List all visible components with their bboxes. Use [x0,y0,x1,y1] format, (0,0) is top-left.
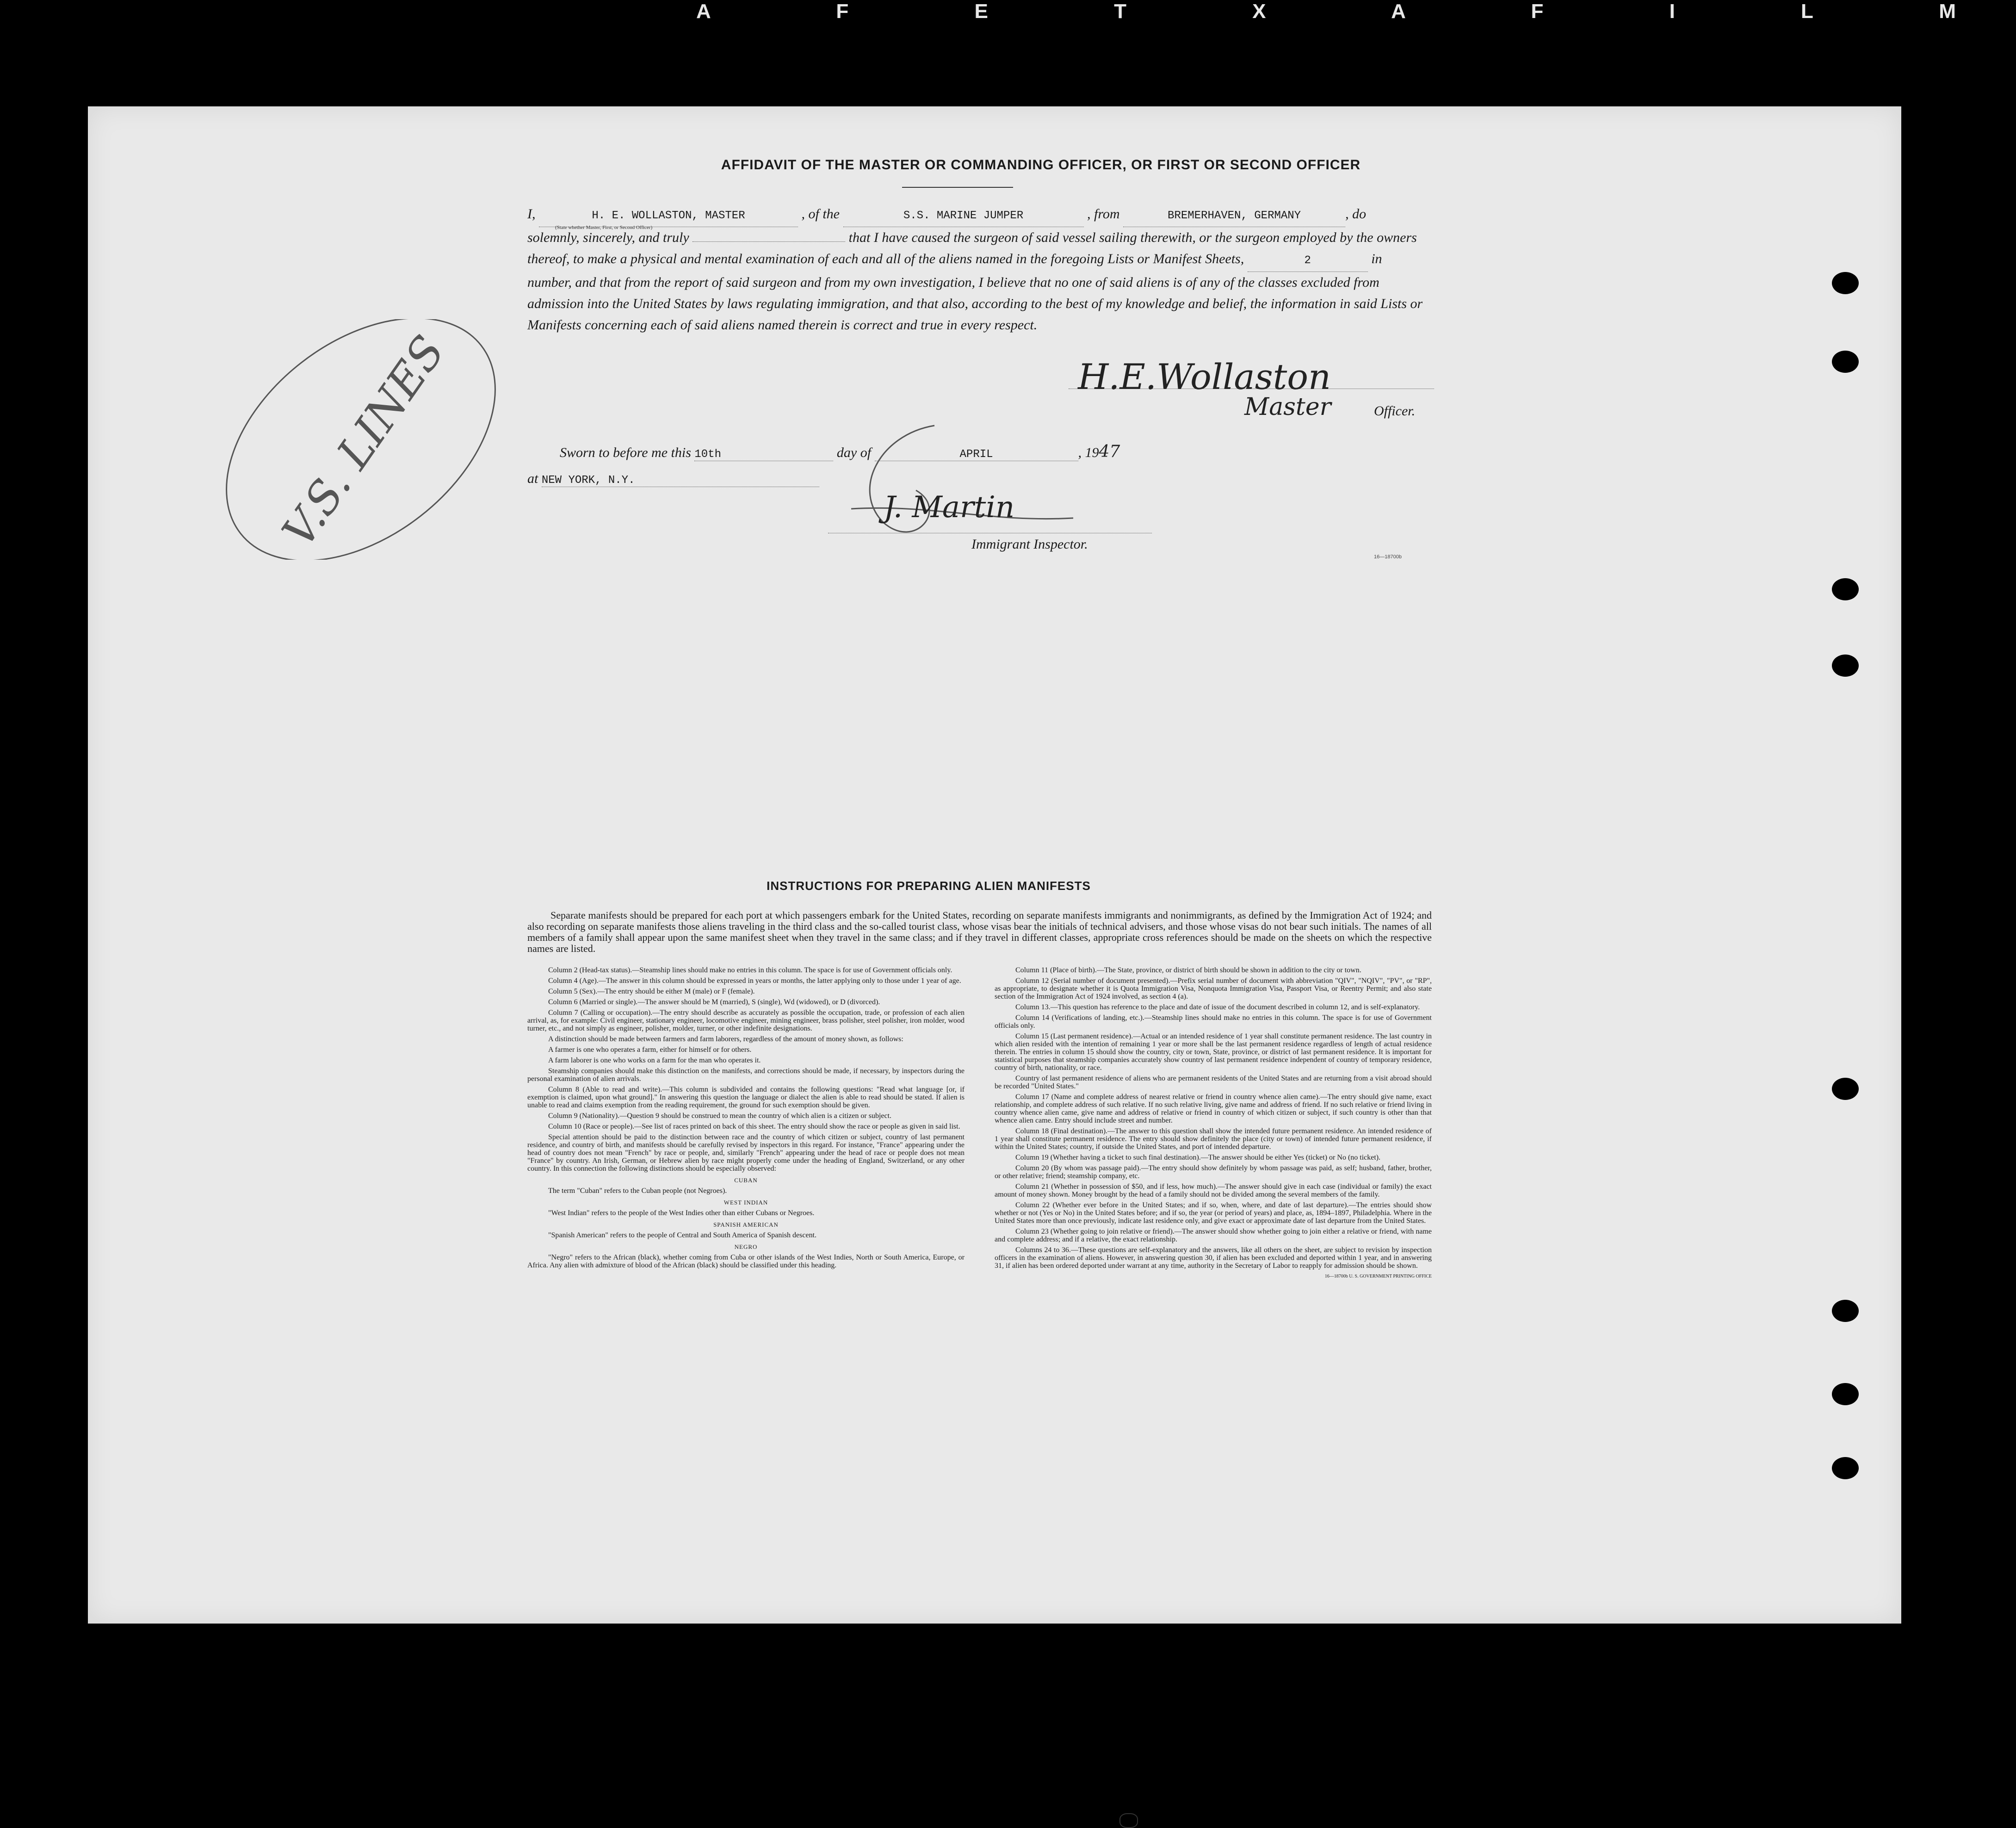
instructions-right-column [995,966,1432,1283]
instructions-intro: Separate manifests should be prepared for each port at which passengers embark for the United States, recording on separate manifests immigrants and nonimmigrants, as defined by the Immigration Act of 1924; and also recording on separate manifests those aliens traveling in the third class and the so-called tourist class, whose visas bear the initials of technical advisers, and those whose visas do not bear such initials. The names of all members of a family shall appear upon the same manifest sheet when they travel in the same class; and if they travel in different classes, appropriate cross references should be made on the sheets on which the respective names are listed. [527,909,1432,954]
instruction-paragraph: Column 13.—This question has reference to the place and date of issue of the document described in column 12, and is self-explanatory. [1015,1003,1420,1011]
i-label: I, [527,206,536,222]
sworn-label: Sworn to before me this [560,445,691,460]
do-label: , do [1345,206,1367,222]
instruction-paragraph: Country of last permanent residence of aliens who are permanent residents of the United States and are returning from a visit abroad should be recorded "United States." [995,1075,1432,1090]
instruction-paragraph: A farmer is one who operates a farm, either for himself or for others. [548,1046,752,1054]
gpo-imprint: 16—18700b U. S. GOVERNMENT PRINTING OFFICE [1324,1274,1432,1279]
affidavit-text-2: that I have caused the surgeon of said vessel sailing therewith, or the surgeon employed by the owners thereof, to make a physical and mental examination of each and all of the aliens named in the foregoing Lists or Manifest Sheets, [527,230,1417,266]
instruction-paragraph: Column 4 (Age).—The answer in this column should be expressed in years or months, the latter applying only to those under 1 year of age. [548,977,961,985]
instruction-paragraph: Columns 24 to 36.—These questions are self-explanatory and the answers, like all others on the sheet, are subject to revision by inspection officers in the examination of aliens. However, in answering question 30, if alien has been excluded and deported within 1 year, and in answering 31, if alien has been ordered deported under warrant at any time, authority in the Secretary of Labor to reapply for admission should be shown. [995,1246,1432,1270]
location-line [527,471,819,487]
instructions-columns [527,966,1432,1283]
day-of-label: day of [836,445,872,460]
instruction-paragraph: Column 5 (Sex).—The entry should be either M (male) or F (female). [548,988,755,995]
instruction-paragraph: Column 6 (Married or single).—The answer should be M (married), S (single), Wd (widowed), or D (divorced). [548,998,880,1006]
month-field: APRIL [875,448,1078,461]
of-the-label: , of the [801,206,840,222]
instruction-paragraph: Column 9 (Nationality).—Question 9 should be construed to mean the country of which alien is a citizen or subject. [548,1112,892,1120]
lines-stamp [204,319,518,560]
officer-name-field: H. E. WOLLASTON, MASTER [539,205,798,227]
instruction-paragraph: Column 19 (Whether having a ticket to such final destination).—The answer should be either Yes (ticket) or No (no ticket). [1015,1154,1381,1161]
instruction-paragraph: Column 11 (Place of birth).—The State, province, or district of birth should be shown in addition to the city or town. [1015,966,1361,974]
svg-text:V.S. LINES: V.S. LINES [272,326,455,556]
film-edge-marks: A F E T X A F I L M [696,0,2016,23]
punch-hole [1832,655,1859,677]
instruction-paragraph: Column 12 (Serial number of document presented).—Prefix serial number of document with abbreviation "QIV", "NQIV", "PV", or "RP", as appropriate, to designate whether it is Quota Immigration Visa, Nonquota Immigration Visa, Passport Visa, or Reentry Permit; and also state section of the Immigration Act of 1924 involved, as section 4 (a). [995,977,1432,1000]
blank-field [693,241,845,242]
year-field: 47 [1099,442,1120,461]
punch-hole [1832,578,1859,600]
spanish-american-text: "Spanish American" refers to the people of Central and South America of Spanish descent. [548,1231,817,1239]
instructions-title: INSTRUCTIONS FOR PREPARING ALIEN MANIFESTS [767,879,1091,893]
affidavit-title: AFFIDAVIT OF THE MASTER OR COMMANDING OFFICER, OR FIRST OR SECOND OFFICER [721,157,1361,173]
instruction-paragraph: Column 15 (Last permanent residence).—Actual or an intended residence of 1 year shall constitute permanent residence. The last country in which alien resided with the intention of remaining 1 year or more shall be the last permanent residence regardless of length of actual residence therein. The entries in column 15 should show the country, city or town, State, province, or district of last permanent residence. It is important for statistical purposes that steamship companies accurately show country of last permanent residence independent of country of temporary residence, country of birth, nationality, or race. [995,1032,1432,1072]
negro-text: "Negro" refers to the African (black), whether coming from Cuba or other islands of the West Indies, North or South America, Europe, or Africa. Any alien with admixture of blood of the African (black) should be classified under this heading. [527,1254,965,1269]
spanish-american-heading: SPANISH AMERICAN [713,1221,779,1228]
west-indian-heading: WEST INDIAN [724,1199,768,1206]
day-field: 10th [694,448,833,461]
location-field: NEW YORK, N.Y. [542,474,819,487]
title-divider [902,187,1013,188]
punch-hole [1832,1300,1859,1322]
inspector-signature: J. Martin [884,490,1015,525]
affidavit-text-3: in number, and that from the report of said surgeon and from my own investigation, I believe that no one of said aliens is of any of the classes excluded from admission into the United States by laws regulating immigration, and that also, according to the best of my knowledge and belief, the information in said Lists or Manifests concerning each of said aliens named therein is correct and true in every respect. [527,251,1423,333]
document-page [88,106,1901,1624]
instruction-paragraph: Column 21 (Whether in possession of $50, and if less, how much).—The answer should give in each case (individual or family) the exact amount of money shown. Money brought by the head of a family should not be divided among the several members of the family. [995,1183,1432,1198]
affidavit-body [527,204,1429,336]
affidavit-text-1: solemnly, sincerely, and truly [527,230,689,245]
instruction-paragraph: Column 10 (Race or people).—See list of races printed on back of this sheet. The entry should show the race or people as given in said list. [548,1123,960,1130]
cuban-text: The term "Cuban" refers to the Cuban people (not Negroes). [548,1187,727,1195]
master-signature: H.E.Wollaston [1078,356,1331,397]
from-label: , from [1087,206,1120,222]
ship-name-field: S.S. MARINE JUMPER [843,205,1084,227]
instruction-paragraph: Column 22 (Whether ever before in the United States; and if so, when, where, and date of last departure).—The entries should show whether or not (Yes or No) in the United States before; and if so, the year (or period of years) and place, as, 1894–1897, Philadelphia. Where in the United States more than once previously, indicate last residence only, and give exact or approximate date of last departure from the United States. [995,1201,1432,1225]
instruction-paragraph: Column 18 (Final destination).—The answer to this question shall show the intended future permanent residence. An intended residence of 1 year shall constitute permanent residence. The entry should show definitely the place (city or town) of intended future permanent residence, if within the United States; country, if outside the United States, and port of intended departure. [995,1127,1432,1151]
port-field: BREMERHAVEN, GERMANY [1123,205,1345,227]
inspector-label: Immigrant Inspector. [971,537,1088,552]
instruction-paragraph: Column 8 (Able to read and write).—This column is subdivided and contains the following questions: "Read what language [or, if exemption is claimed, upon what ground]." In answering this question the language or dialect the alien is able to read should be stated. If alien is unable to read and claims exemption from the reading requirement, the ground for such exemption should be given. [527,1086,965,1109]
instruction-paragraph: A distinction should be made between farmers and farm laborers, regardless of the amount of money shown, as follows: [548,1035,903,1043]
sheet-count-field: 2 [1248,250,1368,272]
punch-hole [1832,1383,1859,1405]
year-prefix: , 19 [1078,445,1099,460]
cuban-heading: CUBAN [734,1177,758,1184]
instruction-paragraph: Special attention should be paid to the distinction between race and the country of which citizen or subject, country of last permanent residence, and country of birth, and manifests should be carefully revised by inspectors in this regard. For instance, "France" appearing under the head of country does not mean "French" by race or people, and, similarly "French" appearing under the head of race or people does not mean "France" by country. An Irish, German, or Hebrew alien by race might properly come under the heading of England, Switzerland, or any other country. In this connection the following distinctions should be especially observed: [527,1133,965,1173]
negro-heading: NEGRO [734,1243,758,1250]
instruction-paragraph: Column 2 (Head-tax status).—Steamship lines should make no entries in this column. The space is for use of Government officials only. [548,966,952,974]
instruction-paragraph: Column 17 (Name and complete address of nearest relative or friend in country whence alien came).—The entry should give name, exact relationship, and complete address of such relative. If no such relative living, give name and address of friend. If no such relative or friend living in country whence alien came, give name and address of relative or friend in country of which citizen or subject, if such country is other than that whence alien came. Entry should include street and number. [995,1093,1432,1124]
punch-hole [1832,1457,1859,1479]
punch-hole [1832,351,1859,373]
instruction-paragraph: A farm laborer is one who works on a farm for the man who operates it. [548,1056,761,1064]
instruction-paragraph: Column 14 (Verifications of landing, etc.).—Steamship lines should make no entries in this column. The space is for use of Government officials only. [995,1014,1432,1030]
bottom-mark [1119,1813,1138,1828]
officer-note: (State whether Master, First, or Second Officer) [555,225,653,230]
instruction-paragraph: Column 20 (By whom was passage paid).—The entry should show definitely by whom passage was paid, as self; husband, father, brother, or other relative; friend; steamship company, etc. [995,1164,1432,1180]
rank-handwritten: Master [1244,393,1331,421]
form-code: 16—18700b [1374,554,1402,560]
instructions-section [527,879,1432,1283]
instruction-paragraph: Column 7 (Calling or occupation).—The entry should describe as accurately as possible the occupation, trade, or profession of each alien arrival, as, for example: Civil engineer, stationary engineer, locomotive engineer, mining engineer, brass polisher, steel polisher, iron molder, wood turner, etc., and not simply as engineer, polisher, molder, turner, or other indefinite designations. [527,1009,965,1032]
at-label: at [527,471,538,486]
instruction-paragraph: Steamship companies should make this distinction on the manifests, and corrections should be made, if necessary, by inspectors during the personal examination of alien arrivals. [527,1067,965,1083]
punch-hole [1832,272,1859,294]
instruction-paragraph: Column 23 (Whether going to join relative or friend).—The answer should show whether going to join either a relative or friend, with name and complete address; and if a relative, the exact relationship. [995,1228,1432,1243]
instructions-left-column [527,966,965,1283]
punch-hole [1832,1078,1859,1100]
west-indian-text: "West Indian" refers to the people of the West Indies other than either Cubans or Negroes. [548,1209,815,1217]
officer-label: Officer. [1374,403,1416,419]
